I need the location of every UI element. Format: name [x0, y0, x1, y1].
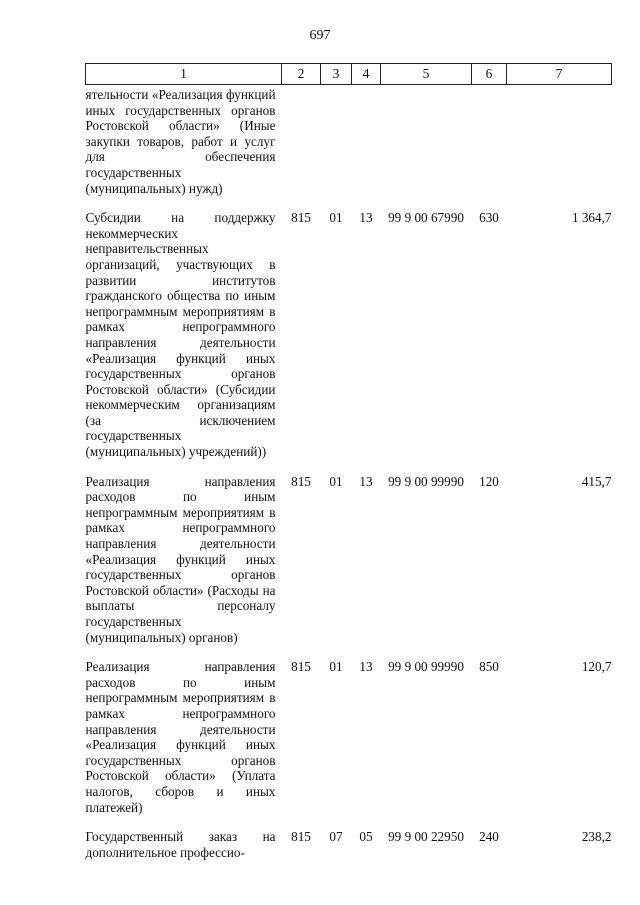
row-amount: 415,7 [581, 473, 612, 489]
row-amount: 1 364,7 [571, 210, 612, 226]
row-expense-type: 850 [479, 659, 499, 675]
row-description: ятельности «Реализация функций иных государственных органов Ростовской области» (Иные закупки товаров, работ и услуг для обеспечения государственных (муниципальных) нужд) [85, 87, 276, 196]
header-col-5: 5 [381, 64, 472, 85]
page-number: 697 [309, 28, 331, 43]
budget-table [85, 63, 612, 872]
row-description: Реализация направления расходов по иным непрограммным мероприятиям в рамках непрограммного направления деятельности «Реализация функций иных государственных органов Ростовской области» (Расходы на выплаты персоналу государственных (муниципальных) органов) [85, 473, 276, 645]
row-ministry-code: 815 [291, 210, 311, 226]
header-col-7: 7 [507, 64, 612, 85]
table-row [86, 472, 612, 658]
table-header-row [86, 64, 612, 85]
row-subsection-code: 05 [359, 829, 373, 845]
row-subsection-code [352, 85, 381, 209]
row-ministry-code: 815 [291, 473, 311, 489]
row-section-code [321, 85, 352, 209]
row-expense-type [472, 85, 507, 209]
row-amount: 238,2 [581, 829, 612, 845]
row-ministry-code: 815 [291, 659, 311, 675]
header-col-1: 1 [86, 64, 282, 85]
row-target-article [381, 85, 472, 209]
header-col-3: 3 [321, 64, 352, 85]
row-subsection-code: 13 [359, 473, 373, 489]
row-description: Государственный заказ на дополнительное профессио- [85, 829, 276, 860]
row-target-article: 99 9 00 67990 [388, 210, 464, 226]
row-expense-type: 120 [479, 473, 499, 489]
header-col-6: 6 [472, 64, 507, 85]
row-ministry-code: 815 [291, 829, 311, 845]
table-row [86, 827, 612, 872]
row-expense-type: 240 [479, 829, 499, 845]
header-col-4: 4 [352, 64, 381, 85]
table-row [86, 208, 612, 472]
row-subsection-code: 13 [359, 210, 373, 226]
row-section-code: 01 [329, 210, 343, 226]
row-expense-type: 630 [479, 210, 499, 226]
row-amount: 120,7 [581, 659, 612, 675]
row-target-article: 99 9 00 99990 [388, 473, 464, 489]
row-section-code: 01 [329, 659, 343, 675]
row-ministry-code [282, 85, 321, 209]
row-section-code: 07 [329, 829, 343, 845]
row-target-article: 99 9 00 99990 [388, 659, 464, 675]
row-subsection-code: 13 [359, 659, 373, 675]
row-description: Реализация направления расходов по иным непрограммным мероприятиям в рамках непрограммного направления деятельности «Реализация функций иных государственных органов Ростовской области» (Уплата налогов, сборов и иных платежей) [85, 659, 276, 815]
row-description: Субсидии на поддержку некоммерческих неправительственных организаций, участвующих в развитии институтов гражданского общества по иным непрограммным мероприятиям в рамках непрограммного направления деятельности «Реализация функций иных государственных органов Ростовской области» (Субсидии некоммерческим организациям (за исключением государственных (муниципальных) учреждений)) [85, 210, 276, 460]
table-row [86, 85, 612, 209]
header-col-2: 2 [282, 64, 321, 85]
row-target-article: 99 9 00 22950 [388, 829, 464, 845]
row-section-code: 01 [329, 473, 343, 489]
table-row [86, 657, 612, 827]
row-amount [507, 85, 612, 209]
